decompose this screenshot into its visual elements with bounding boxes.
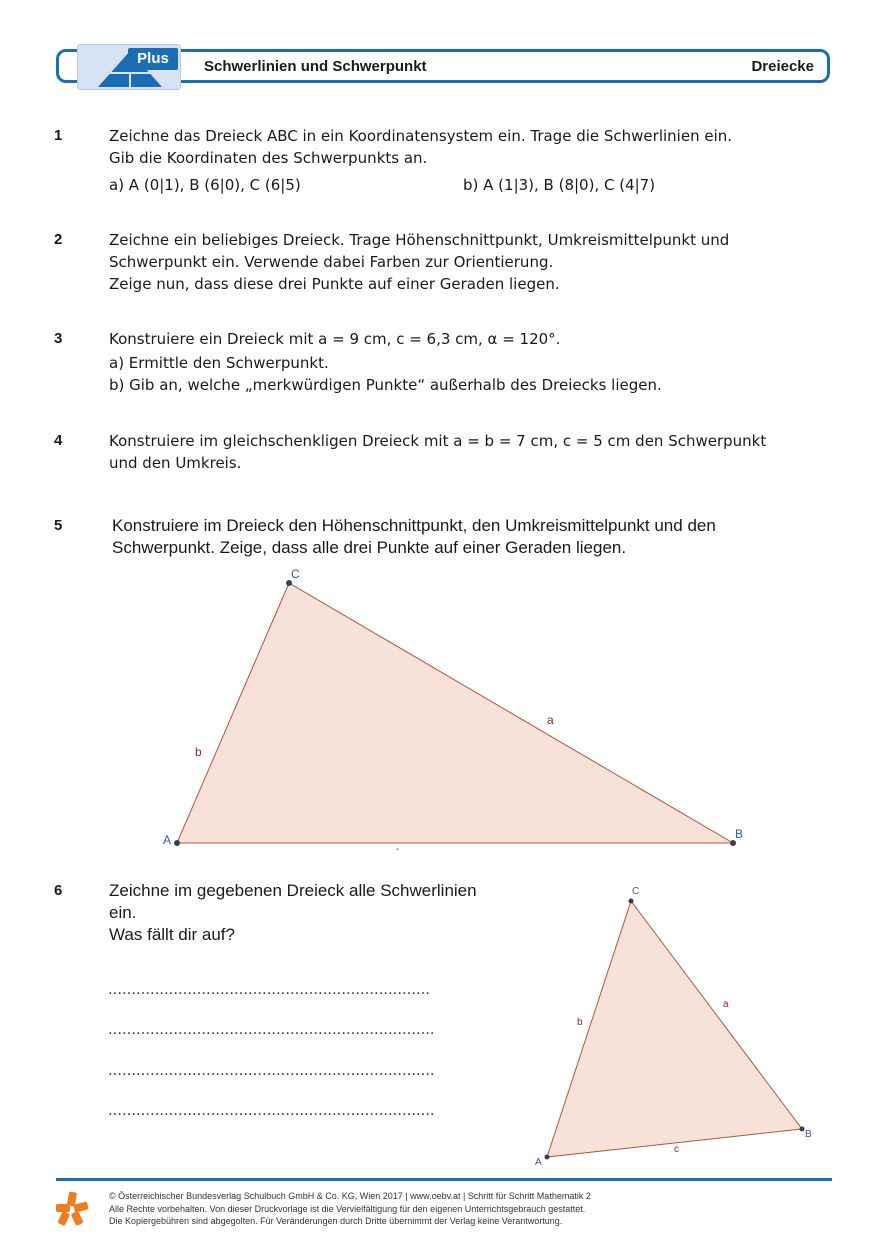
task-part: a) Ermittle den Schwerpunkt.	[109, 354, 329, 372]
publisher-logo-icon	[54, 1190, 90, 1226]
task-line: Schwerpunkt. Zeige, dass alle drei Punkte auf einer Geraden liegen.	[112, 538, 627, 557]
task-line: Zeichne ein beliebiges Dreieck. Trage Höhenschnittpunkt, Umkreismittelpunkt und	[109, 231, 730, 249]
footer-line: © Österreichischer Bundesverlag Schulbuch GmbH & Co. KG, Wien 2017 | www.oebv.at | Schritt für Schritt Mathematik 2	[109, 1191, 591, 1201]
triangle-figure-5	[150, 560, 770, 860]
task-line: Was fällt dir auf?	[109, 925, 235, 944]
answer-line[interactable]: …………………………………………………………….	[108, 1063, 435, 1079]
vertex-a-point	[545, 1155, 550, 1160]
task-parts	[109, 352, 662, 396]
footer-rule	[56, 1178, 832, 1181]
vertex-label-a: A	[163, 833, 172, 847]
triangle-figure-6	[525, 880, 825, 1170]
task-part: b) Gib an, welche „merkwürdigen Punkte“ außerhalb des Dreiecks liegen.	[109, 376, 662, 394]
side-label-a: a	[547, 713, 554, 727]
task-line: Zeichne im gegebenen Dreieck alle Schwerlinien	[109, 881, 477, 900]
task-line: Konstruiere im Dreieck den Höhenschnittpunkt, den Umkreismittelpunkt und den	[112, 516, 716, 535]
worksheet-title: Schwerlinien und Schwerpunkt	[204, 58, 427, 75]
task-number: 1	[54, 127, 63, 144]
worksheet-category: Dreiecke	[751, 58, 814, 75]
vertex-label-a: A	[535, 1157, 542, 1168]
answer-line[interactable]: …………………………………………………………….	[108, 1103, 435, 1119]
task-text	[109, 328, 560, 350]
plus-badge: Plus	[128, 48, 178, 70]
task-number: 4	[54, 432, 63, 449]
triangle-shape	[177, 583, 733, 843]
task-line: ein.	[109, 903, 137, 922]
task-text	[112, 515, 716, 559]
task-line: Konstruiere ein Dreieck mit a = 9 cm, c = 6,3 cm, α = 120°.	[109, 330, 561, 348]
task-line: Gib die Koordinaten des Schwerpunkts an.	[109, 149, 428, 167]
vertex-c-point	[629, 899, 634, 904]
task-line: Schwerpunkt ein. Verwende dabei Farben zur Orientierung.	[109, 253, 554, 271]
task-text	[109, 125, 732, 169]
vertex-label-b: B	[735, 827, 744, 841]
task-part: a) A (0|1), B (6|0), C (6|5)	[109, 176, 301, 194]
vertex-b-point	[800, 1127, 805, 1132]
task-text	[109, 430, 766, 474]
footer-copyright	[109, 1190, 591, 1228]
task-number: 6	[54, 882, 63, 899]
footer-line: Die Kopiergebühren sind abgegolten. Für Veränderungen durch Dritte übernimmt der Verlag keine Verantwortung.	[109, 1216, 563, 1226]
task-text	[109, 229, 729, 295]
task-part: b) A (1|3), B (8|0), C (4|7)	[463, 176, 656, 194]
vertex-label-c: C	[291, 567, 300, 581]
task-line: Zeige nun, dass diese drei Punkte auf einer Geraden liegen.	[109, 275, 560, 293]
side-label-a: a	[723, 999, 729, 1010]
task-text	[109, 880, 477, 946]
vertex-label-b: B	[805, 1129, 812, 1140]
side-label-c: -	[396, 844, 400, 855]
task-line: Konstruiere im gleichschenkligen Dreieck mit a = b = 7 cm, c = 5 cm den Schwerpunkt	[109, 432, 767, 450]
vertex-a-point	[174, 840, 180, 846]
task-line: Zeichne das Dreieck ABC in ein Koordinatensystem ein. Trage die Schwerlinien ein.	[109, 127, 733, 145]
answer-line[interactable]: …………………………………………………………….	[108, 1022, 435, 1038]
answer-line[interactable]: ……………………………………………………………	[108, 982, 430, 998]
side-label-b: b	[577, 1017, 583, 1028]
vertex-label-c: C	[632, 886, 640, 897]
task-number: 5	[54, 517, 63, 534]
triangle-shape	[547, 901, 802, 1157]
side-label-c: c	[674, 1144, 679, 1155]
task-line: und den Umkreis.	[109, 454, 242, 472]
task-number: 2	[54, 231, 63, 248]
side-label-b: b	[195, 745, 202, 759]
footer-line: Alle Rechte vorbehalten. Von dieser Druckvorlage ist die Vervielfältigung für den eigenen Unterrichtsgebrauch gestattet.	[109, 1203, 586, 1214]
task-number: 3	[54, 330, 63, 347]
